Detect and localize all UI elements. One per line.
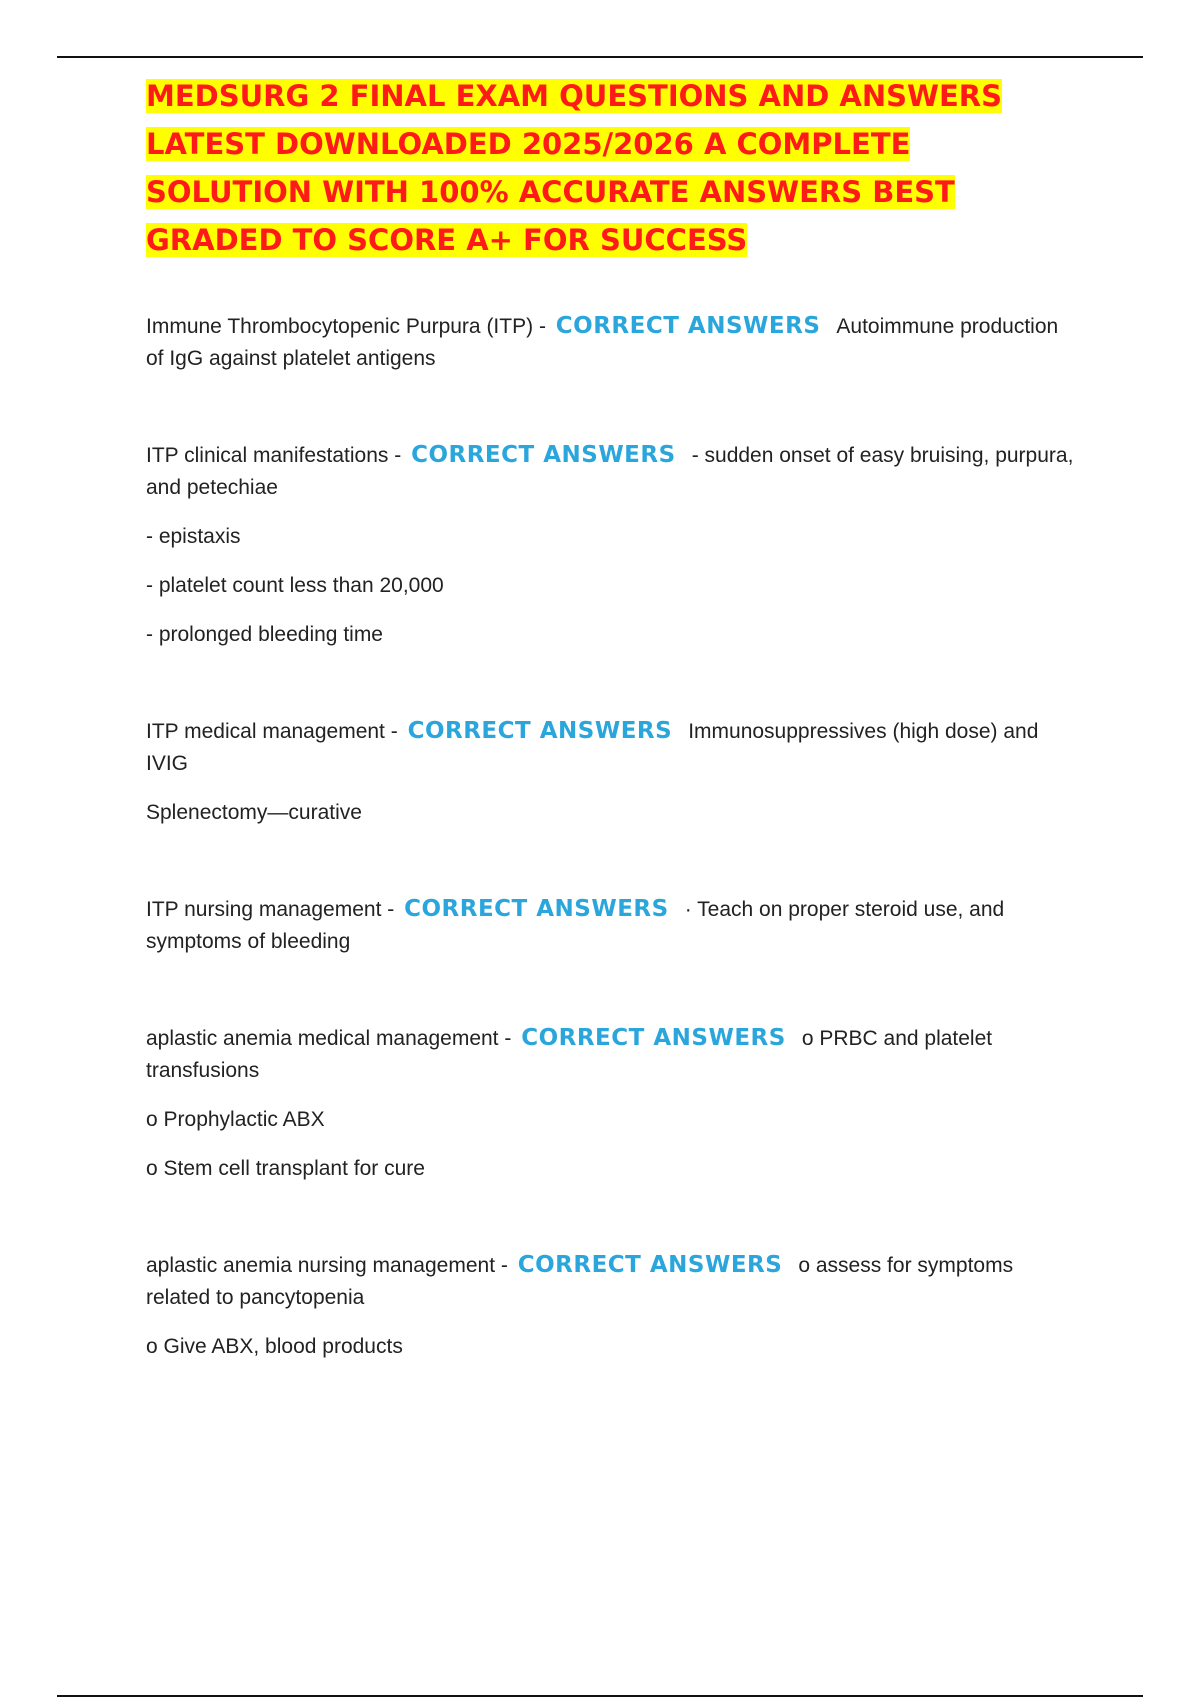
answer-extra-line: - platelet count less than 20,000 <box>146 574 444 597</box>
answer-text: - sudden onset of easy bruising, purpura, and petechiae <box>146 444 1074 499</box>
answer-extra-line: o Give ABX, blood products <box>146 1335 403 1358</box>
qa-line <box>146 715 1076 780</box>
answer-text: Autoimmune production of IgG against platelet antigens <box>146 315 1059 370</box>
qa-entry <box>146 1022 1076 1185</box>
qa-line <box>146 1249 1076 1314</box>
answer-extra-line: - prolonged bleeding time <box>146 623 383 646</box>
separator: - <box>533 315 552 338</box>
answer-text: o PRBC and platelet transfusions <box>146 1027 993 1082</box>
qa-line <box>146 893 1076 958</box>
correct-answers-label: CORRECT ANSWERS <box>411 442 676 468</box>
separator: - <box>498 1027 518 1050</box>
document-page <box>146 72 1076 1363</box>
question-text: aplastic anemia medical management <box>146 1027 499 1050</box>
qa-entry <box>146 893 1076 958</box>
question-text: Immune Thrombocytopenic Purpura (ITP) <box>146 315 534 338</box>
qa-line <box>146 310 1076 375</box>
question-text: ITP clinical manifestations <box>146 444 389 467</box>
answer-extra-line: o Prophylactic ABX <box>146 1108 325 1131</box>
answer-text: o assess for symptoms related to pancytopenia <box>146 1254 1014 1309</box>
separator: - <box>384 720 404 743</box>
answer-extra-line: Splenectomy—curative <box>146 801 362 824</box>
qa-line <box>146 439 1076 504</box>
correct-answers-label: CORRECT ANSWERS <box>517 1252 783 1278</box>
qa-entry <box>146 1249 1076 1363</box>
question-text: ITP nursing management <box>146 898 382 921</box>
top-rule <box>57 56 1143 58</box>
correct-answers-label: CORRECT ANSWERS <box>404 896 669 922</box>
answer-extra-line: - epistaxis <box>146 525 241 548</box>
answer-text: Immunosuppressives (high dose) and IVIG <box>146 720 1039 775</box>
answer-extra-line: o Stem cell transplant for cure <box>146 1157 425 1180</box>
question-text: ITP medical management <box>146 720 385 743</box>
title-highlight: MEDSURG 2 FINAL EXAM QUESTIONS AND ANSWERS LATEST DOWNLOADED 2025/2026 A COMPLETE SOLUTION WITH 100% ACCURATE ANSWERS BEST GRADED TO SCORE A+ FOR SUCCESS <box>146 79 1003 257</box>
separator: - <box>388 444 408 467</box>
qa-entry <box>146 310 1076 375</box>
bottom-rule <box>57 1695 1143 1697</box>
answer-text: · Teach on proper steroid use, and symptoms of bleeding <box>146 898 1005 953</box>
separator: - <box>381 898 401 921</box>
qa-entry <box>146 715 1076 829</box>
correct-answers-label: CORRECT ANSWERS <box>407 718 673 744</box>
document-title <box>146 72 1076 264</box>
qa-line <box>146 1022 1076 1087</box>
correct-answers-label: CORRECT ANSWERS <box>521 1025 786 1051</box>
question-text: aplastic anemia nursing management <box>146 1254 496 1277</box>
separator: - <box>495 1254 514 1277</box>
correct-answers-label: CORRECT ANSWERS <box>555 313 821 339</box>
qa-entry <box>146 439 1076 651</box>
